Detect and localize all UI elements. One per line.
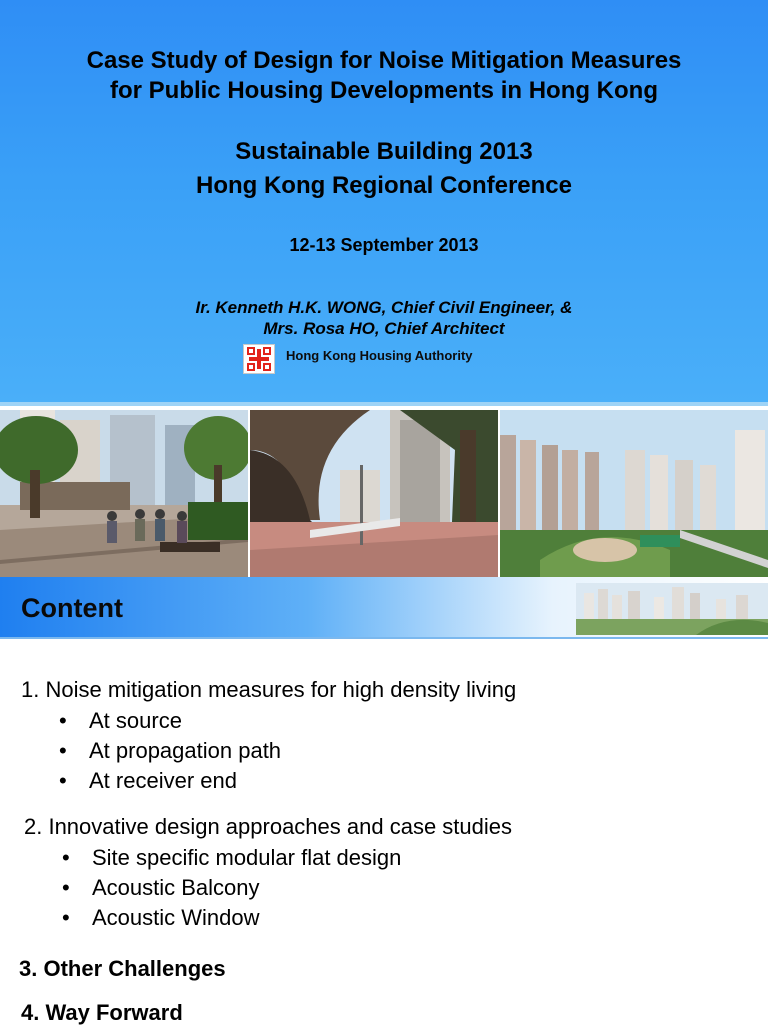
housing-authority-logo-icon [243, 344, 275, 374]
title-slide [0, 0, 768, 402]
bullet-glyph: • [62, 875, 70, 900]
presentation-title-line-2: for Public Housing Developments in Hong Kong [109, 77, 658, 104]
content-item-1: 1. Noise mitigation measures for high density living [21, 677, 517, 702]
content-item-2: 2. Innovative design approaches and case studies [24, 814, 512, 839]
author-line-2: Mrs. Rosa HO, Chief Architect [263, 319, 505, 338]
conference-name-line-1: Sustainable Building 2013 [235, 138, 533, 165]
content-item-3: 3. Other Challenges [19, 956, 226, 981]
bullet-glyph: • [59, 708, 67, 733]
bullet-glyph: • [62, 845, 70, 870]
photo-strip [0, 402, 768, 577]
bullet-glyph: • [59, 738, 67, 763]
header-skyline-photo [576, 583, 768, 635]
content-header-bar [0, 577, 768, 639]
conference-date: 12-13 September 2013 [289, 235, 479, 255]
bullet-glyph: • [59, 768, 67, 793]
estate-plaza-photo [0, 410, 248, 580]
estate-aerial-photo [500, 410, 768, 580]
organization-name: Hong Kong Housing Authority [286, 348, 473, 363]
content-item-4: 4. Way Forward [21, 1000, 183, 1025]
covered-walkway-photo [250, 410, 498, 580]
conference-name-line-2: Hong Kong Regional Conference [195, 172, 572, 199]
author-line-1: Ir. Kenneth H.K. WONG, Chief Civil Engineer, & [195, 298, 573, 317]
content-heading: Content [21, 593, 123, 623]
presentation-title-line-1: Case Study of Design for Noise Mitigation Measures [86, 47, 682, 74]
bullet-glyph: • [62, 905, 70, 930]
